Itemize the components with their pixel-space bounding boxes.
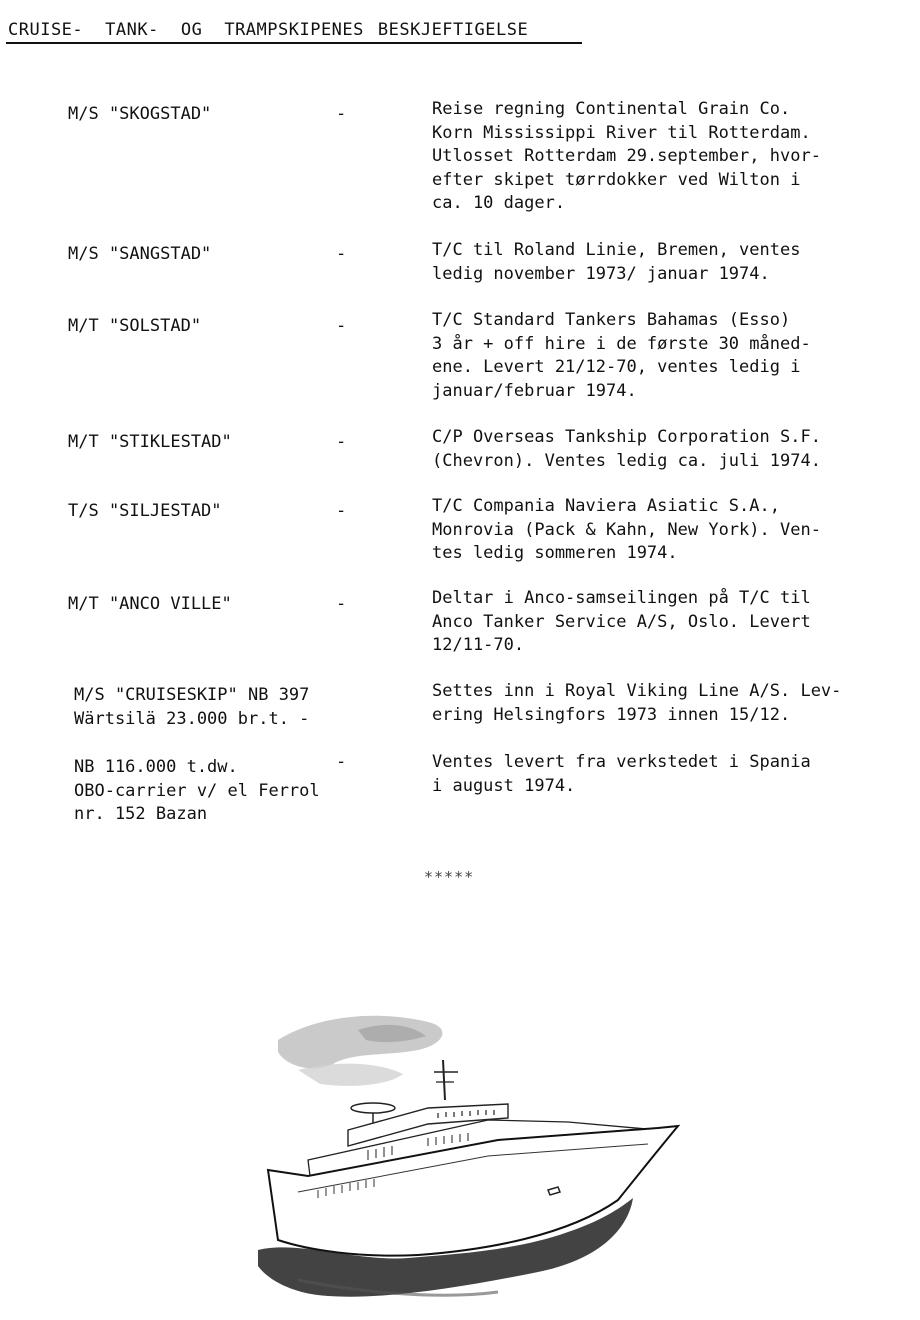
ship-description: T/C Compania Naviera Asiatic S.A., Monrovia (Pack & Kahn, New York). Ven- tes ledig sommeren 1974. — [432, 496, 821, 563]
ship-name: M/S "CRUISESKIP" NB 397 Wärtsilä 23.000 br.t. - — [74, 685, 310, 729]
heading-word: TANK- — [105, 20, 159, 40]
heading-word: BESKJEFTIGELSE — [377, 20, 529, 40]
ship-description: Ventes levert fra verkstedet i Spania i august 1974. — [432, 752, 811, 796]
ship-name: M/T "ANCO VILLE" — [68, 594, 232, 614]
page-heading — [8, 20, 528, 40]
ship-dash: - — [336, 104, 347, 124]
heading-word: TRAMPSKIPENES — [224, 20, 364, 40]
section-divider: ***** — [424, 868, 475, 886]
ship-name: NB 116.000 t.dw. OBO-carrier v/ el Ferrol nr. 152 Bazan — [74, 757, 320, 824]
ship-description: T/C Standard Tankers Bahamas (Esso) 3 år + off hire i de første 30 måned- ene. Levert 21/12-70, ventes ledig i januar/februar 1974. — [432, 310, 811, 401]
heading-word: OG — [180, 20, 203, 40]
ship-name: M/S "SANGSTAD" — [68, 244, 212, 264]
ship-description: Settes inn i Royal Viking Line A/S. Lev- ering Helsingfors 1973 innen 15/12. — [432, 681, 842, 725]
ship-name: T/S "SILJESTAD" — [68, 501, 222, 521]
cruise-ship-illustration — [238, 1000, 708, 1310]
ship-description: Deltar i Anco-samseilingen på T/C til Anco Tanker Service A/S, Oslo. Levert 12/11-70. — [432, 588, 811, 655]
ship-dash: - — [336, 316, 347, 336]
ship-description: C/P Overseas Tankship Corporation S.F. (Chevron). Ventes ledig ca. juli 1974. — [432, 427, 821, 471]
ship-dash: - — [336, 501, 347, 521]
ship-name: M/T "STIKLESTAD" — [68, 432, 232, 452]
ship-dash: - — [336, 594, 347, 614]
heading-word: CRUISE- — [8, 20, 84, 40]
ship-description: Reise regning Continental Grain Co. Korn Mississippi River til Rotterdam. Utlosset Rotterdam 29.september, hvor- efter skipet tørrdokker ved Wilton i ca. 10 dager. — [432, 99, 821, 213]
ship-dash: - — [336, 752, 347, 772]
ship-description: T/C til Roland Linie, Bremen, ventes ledig november 1973/ januar 1974. — [432, 240, 801, 284]
ship-dash: - — [336, 432, 347, 452]
ship-name: M/T "SOLSTAD" — [68, 316, 202, 336]
heading-rule — [6, 42, 582, 44]
ship-name: M/S "SKOGSTAD" — [68, 104, 212, 124]
ship-dash: - — [336, 244, 347, 264]
